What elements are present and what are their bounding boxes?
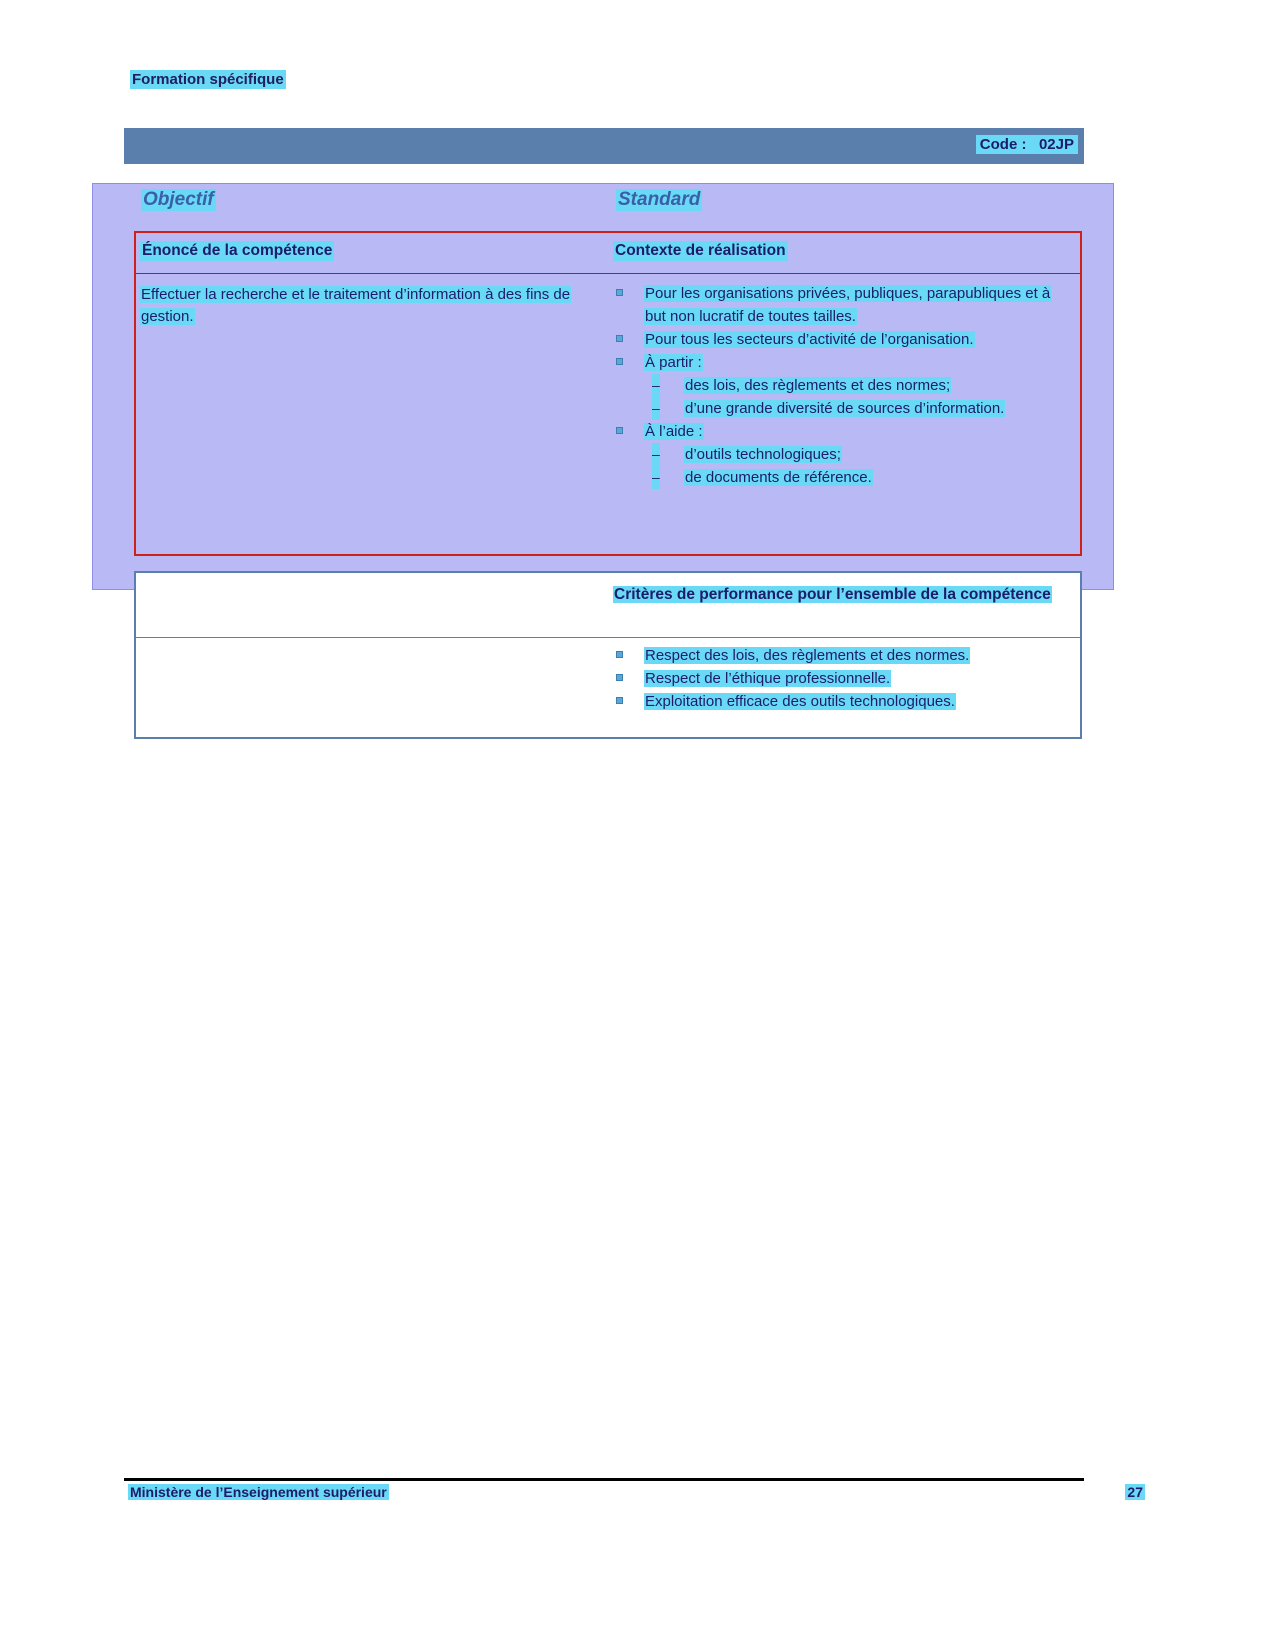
enonce-value: Effectuer la recherche et le traitement d’information à des fins de gestion. <box>141 286 571 325</box>
competency-table <box>134 231 1082 556</box>
square-bullet-icon <box>616 427 623 434</box>
sub-list-item <box>644 466 1069 489</box>
dash-bullet-icon: – <box>652 397 660 420</box>
criteria-list <box>609 644 1069 713</box>
list-item <box>609 644 1069 667</box>
list-item <box>609 282 1069 328</box>
list-item <box>609 420 1069 489</box>
contexte-list-wrapper <box>609 282 1069 489</box>
competency-table-header <box>136 233 1080 274</box>
list-item <box>609 690 1069 713</box>
dash-bullet-icon: – <box>652 466 660 489</box>
list-item-label: Respect des lois, des règlements et des normes. <box>645 647 970 664</box>
column-header-enonce: Énoncé de la compétence <box>142 242 333 259</box>
sub-list-item-label: d’outils technologiques; <box>685 446 841 463</box>
criteria-title-label: Critères de performance pour l’ensemble de la compétence <box>614 586 1051 603</box>
sub-list-item <box>644 397 1069 420</box>
criteria-table-body <box>136 638 1080 738</box>
standard-title: Standard <box>618 189 701 210</box>
list-item <box>609 351 1069 420</box>
footer-divider <box>124 1478 1084 1481</box>
list-item-label: Exploitation efficace des outils technologiques. <box>645 693 955 710</box>
list-item <box>609 667 1069 690</box>
list-item-label: À partir : <box>645 354 702 371</box>
list-item-label: À l’aide : <box>645 423 703 440</box>
square-bullet-icon <box>616 289 623 296</box>
column-header-contexte: Contexte de réalisation <box>615 242 786 259</box>
list-item-label: Pour les organisations privées, publiques, parapubliques et à but non lucratif de toutes tailles. <box>645 285 1051 325</box>
competency-code: Code : 02JP <box>976 135 1078 154</box>
criteria-table <box>134 571 1082 739</box>
footer-ministry-label: Ministère de l’Enseignement supérieur <box>130 1484 387 1500</box>
sub-list-item-label: des lois, des règlements et des normes; <box>685 377 951 394</box>
page-number: 27 <box>1127 1484 1143 1500</box>
objectif-title: Objectif <box>143 189 214 210</box>
dash-bullet-icon: – <box>652 374 660 397</box>
square-bullet-icon <box>616 358 623 365</box>
code-bar <box>124 128 1084 164</box>
section-label: Formation spécifique <box>132 71 284 88</box>
square-bullet-icon <box>616 335 623 342</box>
criteria-table-header <box>136 573 1080 638</box>
sub-list-item <box>644 443 1069 466</box>
contexte-list <box>609 282 1069 489</box>
criteria-title <box>613 583 1063 606</box>
square-bullet-icon <box>616 697 623 704</box>
square-bullet-icon <box>616 674 623 681</box>
competency-table-body <box>136 274 1080 555</box>
enonce-text <box>140 284 595 328</box>
list-item <box>609 328 1069 351</box>
sub-list-item-label: d’une grande diversité de sources d’information. <box>685 400 1005 417</box>
contexte-sublist <box>644 443 1069 489</box>
dash-bullet-icon: – <box>652 443 660 466</box>
square-bullet-icon <box>616 651 623 658</box>
contexte-sublist <box>644 374 1069 420</box>
list-item-label: Respect de l’éthique professionnelle. <box>645 670 891 687</box>
criteria-list-wrapper <box>609 644 1069 713</box>
sub-list-item <box>644 374 1069 397</box>
list-item-label: Pour tous les secteurs d’activité de l’organisation. <box>645 331 974 348</box>
sub-list-item-label: de documents de référence. <box>685 469 872 486</box>
